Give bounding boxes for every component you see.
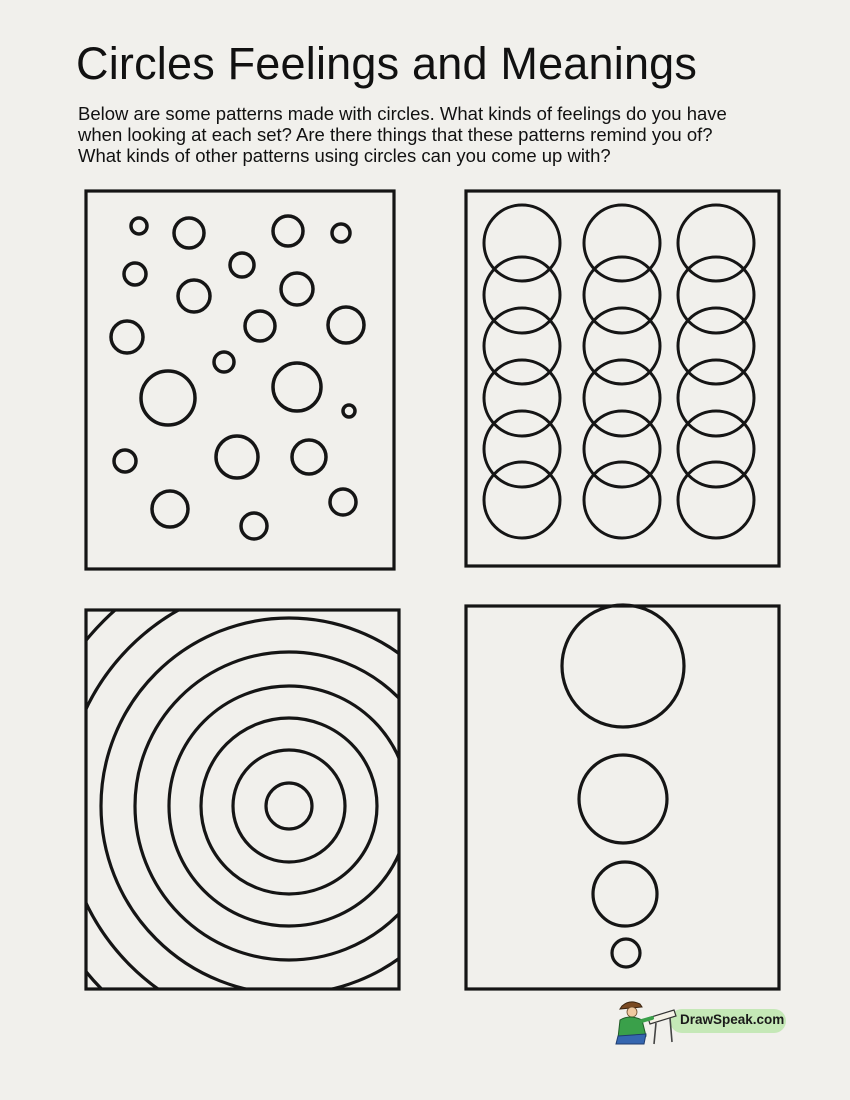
circle <box>124 263 146 285</box>
circle <box>201 718 377 894</box>
circle <box>584 411 660 487</box>
circle <box>678 257 754 333</box>
circle <box>245 311 275 341</box>
brand-name: DrawSpeak.com <box>680 1012 785 1027</box>
artist-at-easel-icon <box>610 996 682 1046</box>
circle <box>484 360 560 436</box>
circle <box>214 352 234 372</box>
circle <box>111 321 143 353</box>
circle <box>678 411 754 487</box>
circle <box>584 257 660 333</box>
circle <box>135 652 443 960</box>
circle <box>281 273 313 305</box>
circle <box>484 462 560 538</box>
circle <box>114 450 136 472</box>
drawspeak-logo <box>610 996 792 1046</box>
circle <box>332 224 350 242</box>
circle <box>584 462 660 538</box>
intro-line-2: when looking at each set? Are there things that these patterns remind you of? <box>78 124 713 145</box>
circle-columns-panel <box>460 185 785 575</box>
circle <box>678 360 754 436</box>
circle <box>678 462 754 538</box>
shrinking-circles-panel <box>460 600 785 995</box>
circle <box>131 218 147 234</box>
circle <box>230 253 254 277</box>
intro-paragraph <box>78 103 818 166</box>
circle <box>273 216 303 246</box>
circle <box>328 307 364 343</box>
circle <box>562 605 684 727</box>
panel-frame <box>466 191 779 566</box>
circle <box>216 436 258 478</box>
circle <box>174 218 204 248</box>
circle <box>292 440 326 474</box>
circle <box>330 489 356 515</box>
circle <box>178 280 210 312</box>
panel-frame <box>466 606 779 989</box>
circle <box>273 363 321 411</box>
circle <box>169 686 409 926</box>
circle <box>579 755 667 843</box>
circle <box>584 360 660 436</box>
concentric-circles-panel <box>80 600 405 995</box>
intro-line-1: Below are some patterns made with circles. What kinds of feelings do you have <box>78 103 727 124</box>
circle <box>612 939 640 967</box>
circle <box>593 862 657 926</box>
circle <box>343 405 355 417</box>
intro-line-3: What kinds of other patterns using circles can you come up with? <box>78 145 611 166</box>
circle <box>101 618 477 994</box>
circle <box>241 513 267 539</box>
scattered-circles-panel <box>80 185 400 575</box>
circle <box>233 750 345 862</box>
circle <box>152 491 188 527</box>
circle <box>484 257 560 333</box>
circle <box>484 411 560 487</box>
circle <box>266 783 312 829</box>
circle <box>64 581 514 1031</box>
page-title: Circles Feelings and Meanings <box>76 38 698 89</box>
circle <box>141 371 195 425</box>
